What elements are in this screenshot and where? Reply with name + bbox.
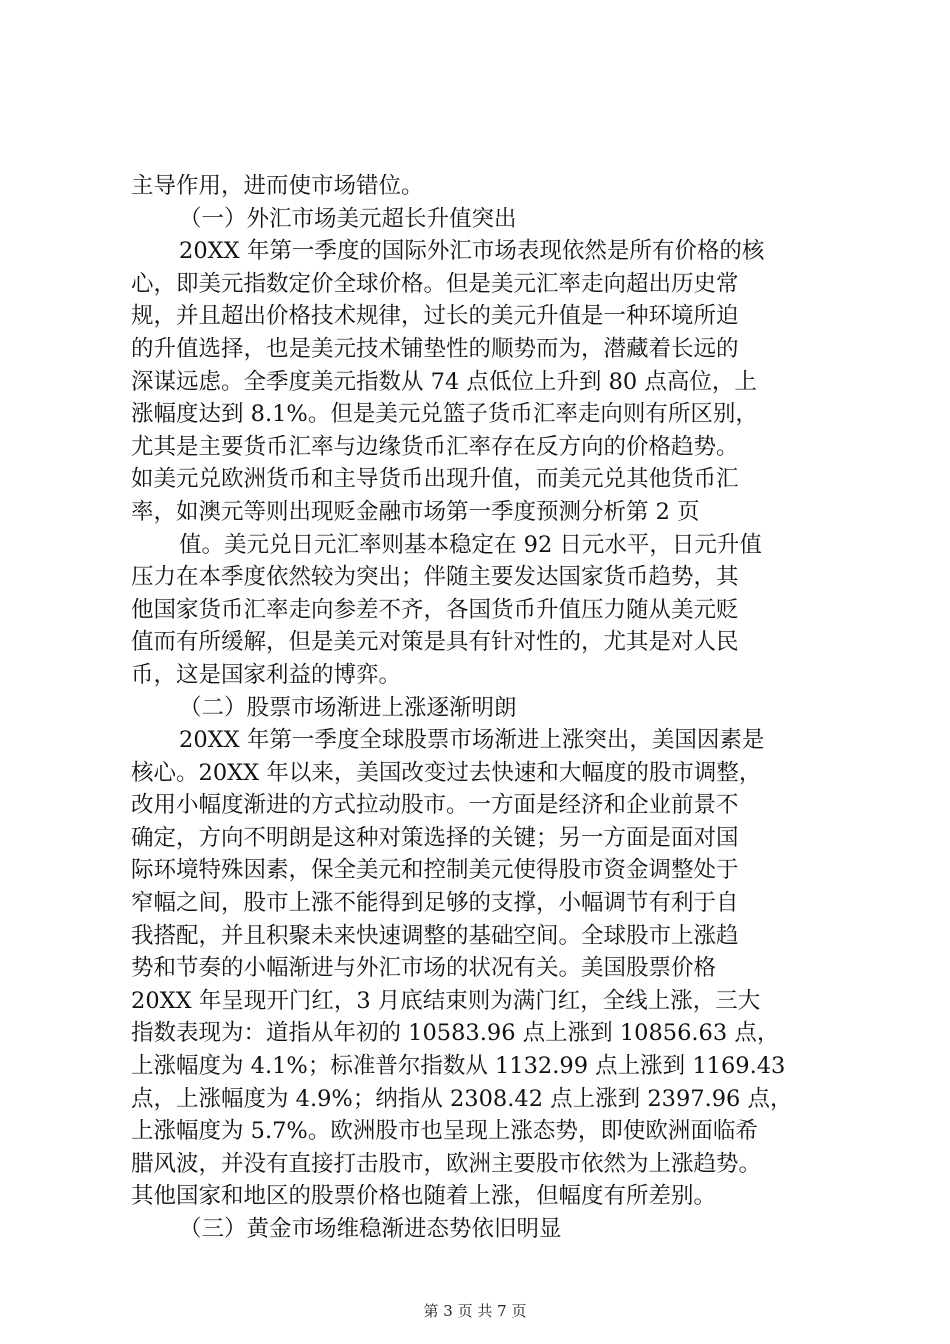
text-line: 规，并且超出价格技术规律，过长的美元升值是一种环境所迫 [131,303,739,330]
text-line: 他国家货币汇率走向参差不齐，各国货币升值压力随从美元贬 [131,596,739,623]
text-line: 的升值选择，也是美元技术铺垫性的顺势而为，潜藏着长远的 [131,335,739,362]
text-line: 主导作用，进而使市场错位。 [131,173,424,199]
text-line: 值而有所缓解，但是美元对策是具有针对性的，尤其是对人民 [131,629,739,656]
text-line: 尤其是主要货币汇率与边缘货币汇率存在反方向的价格趋势。 [131,433,739,460]
text-line: 心，即美元指数定价全球价格。但是美元汇率走向超出历史常 [131,270,739,297]
text-line: 其他国家和地区的股票价格也随着上涨，但幅度有所差别。 [131,1183,717,1210]
text-line: 势和节奏的小幅渐进与外汇市场的状况有关。美国股票价格 [131,955,717,982]
text-line: 涨幅度达到 8.1%。但是美元兑篮子货币汇率走向则有所区别， [131,401,758,428]
text-line: 点，上涨幅度为 4.9%；纳指从 2308.42 点上涨到 2397.96 点， [131,1085,793,1112]
text-line: 如美元兑欧洲货币和主导货币出现升值，而美元兑其他货币汇 [131,466,739,493]
text-line: 深谋远虑。全季度美元指数从 74 点低位上升到 80 点高位，上 [131,368,757,395]
text-line: 上涨幅度为 5.7%。欧洲股市也呈现上涨态势，即使欧洲面临希 [131,1118,758,1145]
text-line: 际环境特殊因素，保全美元和控制美元使得股市资金调整处于 [131,857,739,884]
paragraph-start-line: 20XX 年第一季度的国际外汇市场表现依然是所有价格的核 [179,238,765,265]
text-line: 20XX 年呈现开门红，3 月底结束则为满门红，全线上涨，三大 [131,987,761,1014]
text-line: 核心。20XX 年以来，美国改变过去快速和大幅度的股市调整， [131,759,762,786]
paragraph-start-line: 20XX 年第一季度全球股票市场渐进上涨突出，美国因素是 [179,727,765,754]
paragraph-start-line: 值。美元兑日元汇率则基本稳定在 92 日元水平，日元升值 [179,531,762,558]
text-line: 改用小幅度渐进的方式拉动股市。一方面是经济和企业前景不 [131,792,739,819]
body-text [131,170,831,1246]
text-line: 确定，方向不明朗是这种对策选择的关键；另一方面是面对国 [131,824,739,851]
page-number-footer: 第 3 页 共 7 页 [423,1302,527,1320]
text-line: 压力在本季度依然较为突出；伴随主要发达国家货币趋势，其 [131,564,739,591]
text-line: 上涨幅度为 4.1%；标准普尔指数从 1132.99 点上涨到 1169.43 [131,1053,786,1080]
text-line: 币，这是国家利益的博弈。 [131,661,402,688]
text-line: 指数表现为：道指从年初的 10583.96 点上涨到 10856.63 点， [131,1020,780,1047]
text-line: 腊风波，并没有直接打击股市，欧洲主要股市依然为上涨趋势。 [131,1150,762,1177]
section-heading: （三）黄金市场维稳渐进态势依旧明显 [179,1216,562,1242]
section-heading: （二）股票市场渐进上涨逐渐明朗 [179,694,517,721]
text-line: 率，如澳元等则出现贬金融市场第一季度预测分析第 2 页 [131,498,700,525]
text-line: 窄幅之间，股市上涨不能得到足够的支撑，小幅调节有利于自 [131,890,739,917]
section-heading: （一）外汇市场美元超长升值突出 [179,205,517,232]
text-line: 我搭配，并且积聚未来快速调整的基础空间。全球股市上涨趋 [131,922,739,949]
